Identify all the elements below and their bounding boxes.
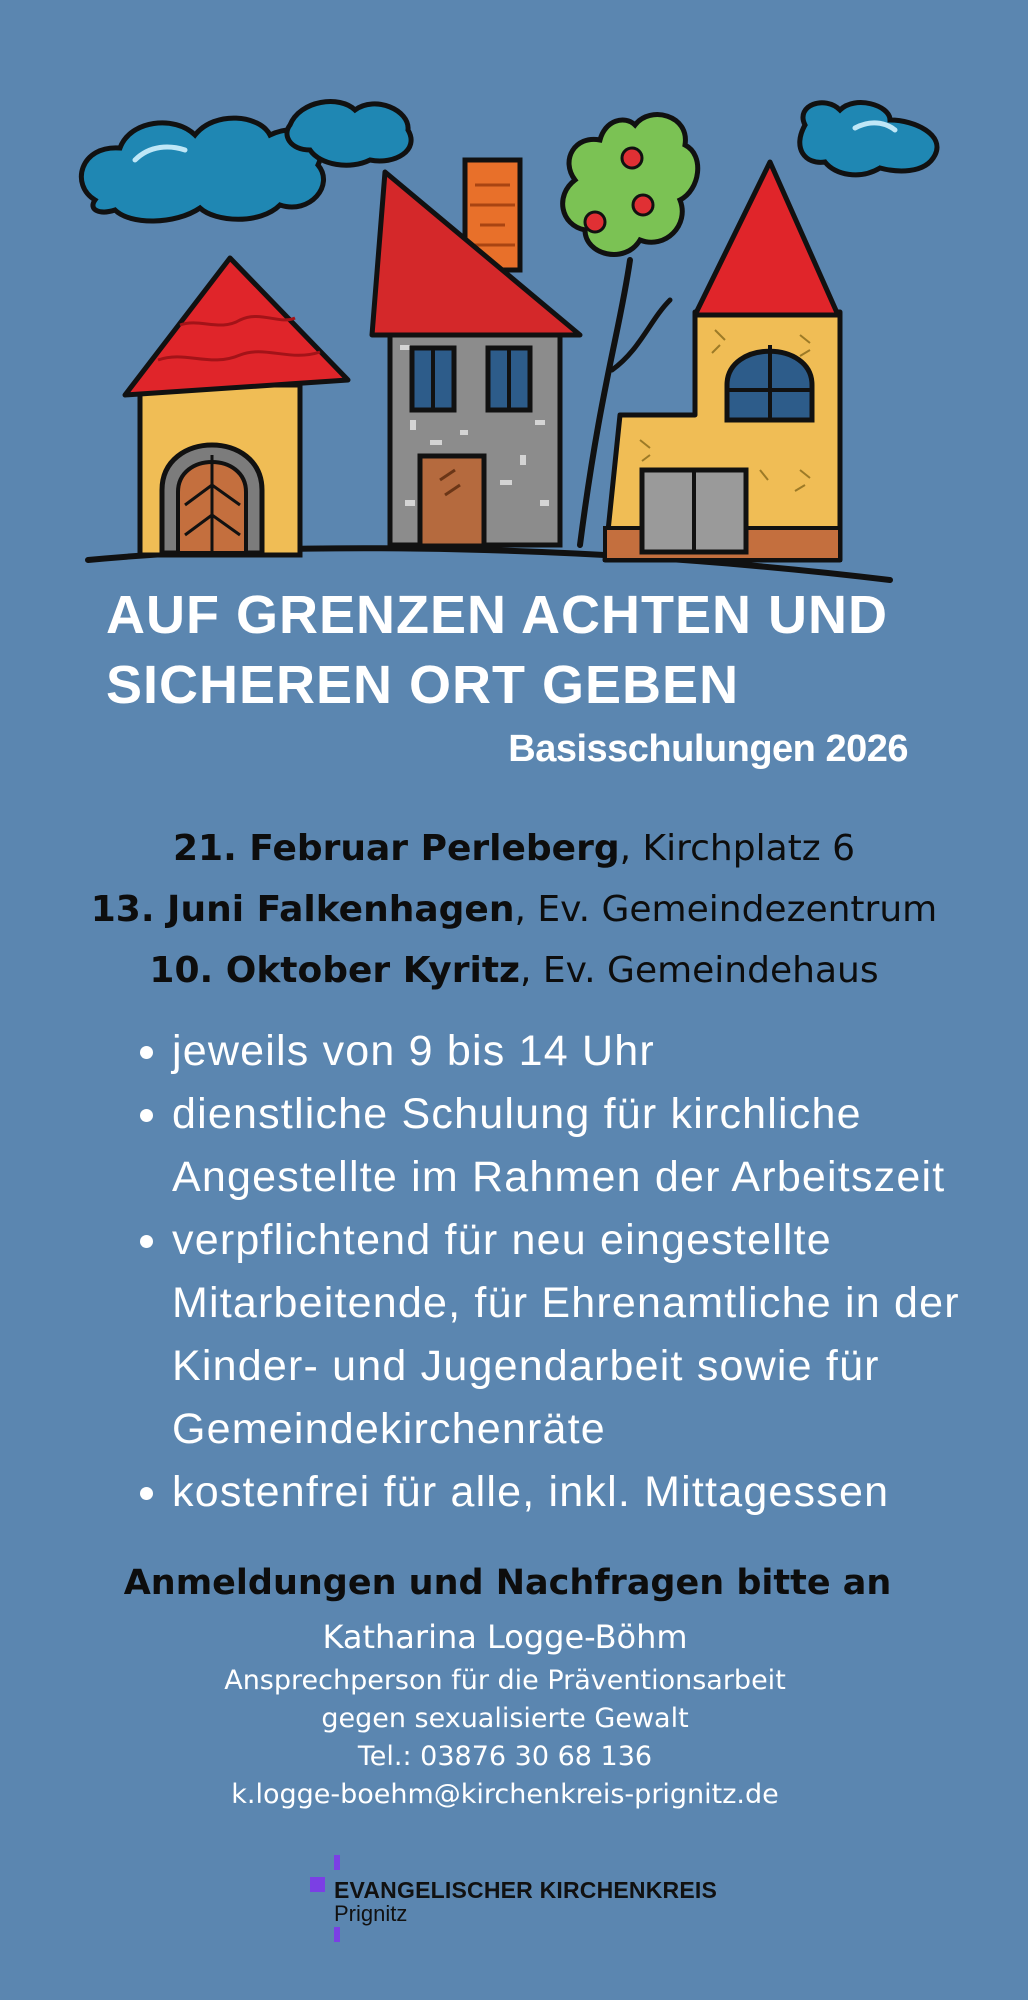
cloud-icon <box>800 103 937 175</box>
contact-email[interactable]: k.logge-boehm@kirchenkreis-prignitz.de <box>231 1779 779 1810</box>
date-place: 21. Februar Perleberg <box>173 828 620 869</box>
contact-phone: Tel.: 03876 30 68 136 <box>357 1741 653 1772</box>
bullet-item: • kostenfrei für alle, inkl. Mittagessen <box>172 1461 1028 1524</box>
info-bullets <box>126 1020 1028 1524</box>
logo-region: Prignitz <box>334 1901 408 1926</box>
house-icon <box>372 160 580 546</box>
page-subtitle: Basisschulungen 2026 <box>508 728 908 770</box>
contact-role-line-2: gegen sexualisierte Gewalt <box>321 1703 689 1734</box>
date-place: 13. Juni Falkenhagen <box>90 889 515 930</box>
date-item <box>0 879 1028 940</box>
date-place: 10. Oktober Kyritz <box>149 950 521 991</box>
logo-name: EVANGELISCHER KIRCHENKREIS <box>334 1877 718 1903</box>
contact-name: Katharina Logge-Böhm <box>322 1618 688 1656</box>
bullet-item: • verpflichtend für neu eingestellte Mitarbeitende, für Ehrenamtliche in der Kinder- und Jugendarbeit sowie für Gemeindekirchenräte <box>172 1209 1028 1461</box>
date-venue: , Ev. Gemeindezentrum <box>514 889 938 930</box>
bullet-item: • dienstliche Schulung für kirchliche Angestellte im Rahmen der Arbeitszeit <box>172 1083 1028 1209</box>
house-icon <box>125 258 348 555</box>
title-line-2: SICHEREN ORT GEBEN <box>106 655 740 715</box>
dates-list <box>0 818 1028 1001</box>
title-line-1: AUF GRENZEN ACHTEN UND <box>106 585 888 645</box>
date-venue: , Kirchplatz 6 <box>619 828 855 869</box>
date-item <box>0 818 1028 879</box>
contact-role-line-1: Ansprechperson für die Präventionsarbeit <box>224 1665 786 1696</box>
date-venue: , Ev. Gemeindehaus <box>520 950 879 991</box>
contact-heading: Anmeldungen und Nachfragen bitte an <box>123 1563 892 1603</box>
bullet-item: • jeweils von 9 bis 14 Uhr <box>172 1020 1028 1083</box>
date-item <box>0 940 1028 1001</box>
cloud-icon <box>81 102 411 221</box>
church-district-logo <box>310 1855 718 1945</box>
page-title <box>106 580 966 720</box>
houses-illustration <box>0 0 1028 600</box>
